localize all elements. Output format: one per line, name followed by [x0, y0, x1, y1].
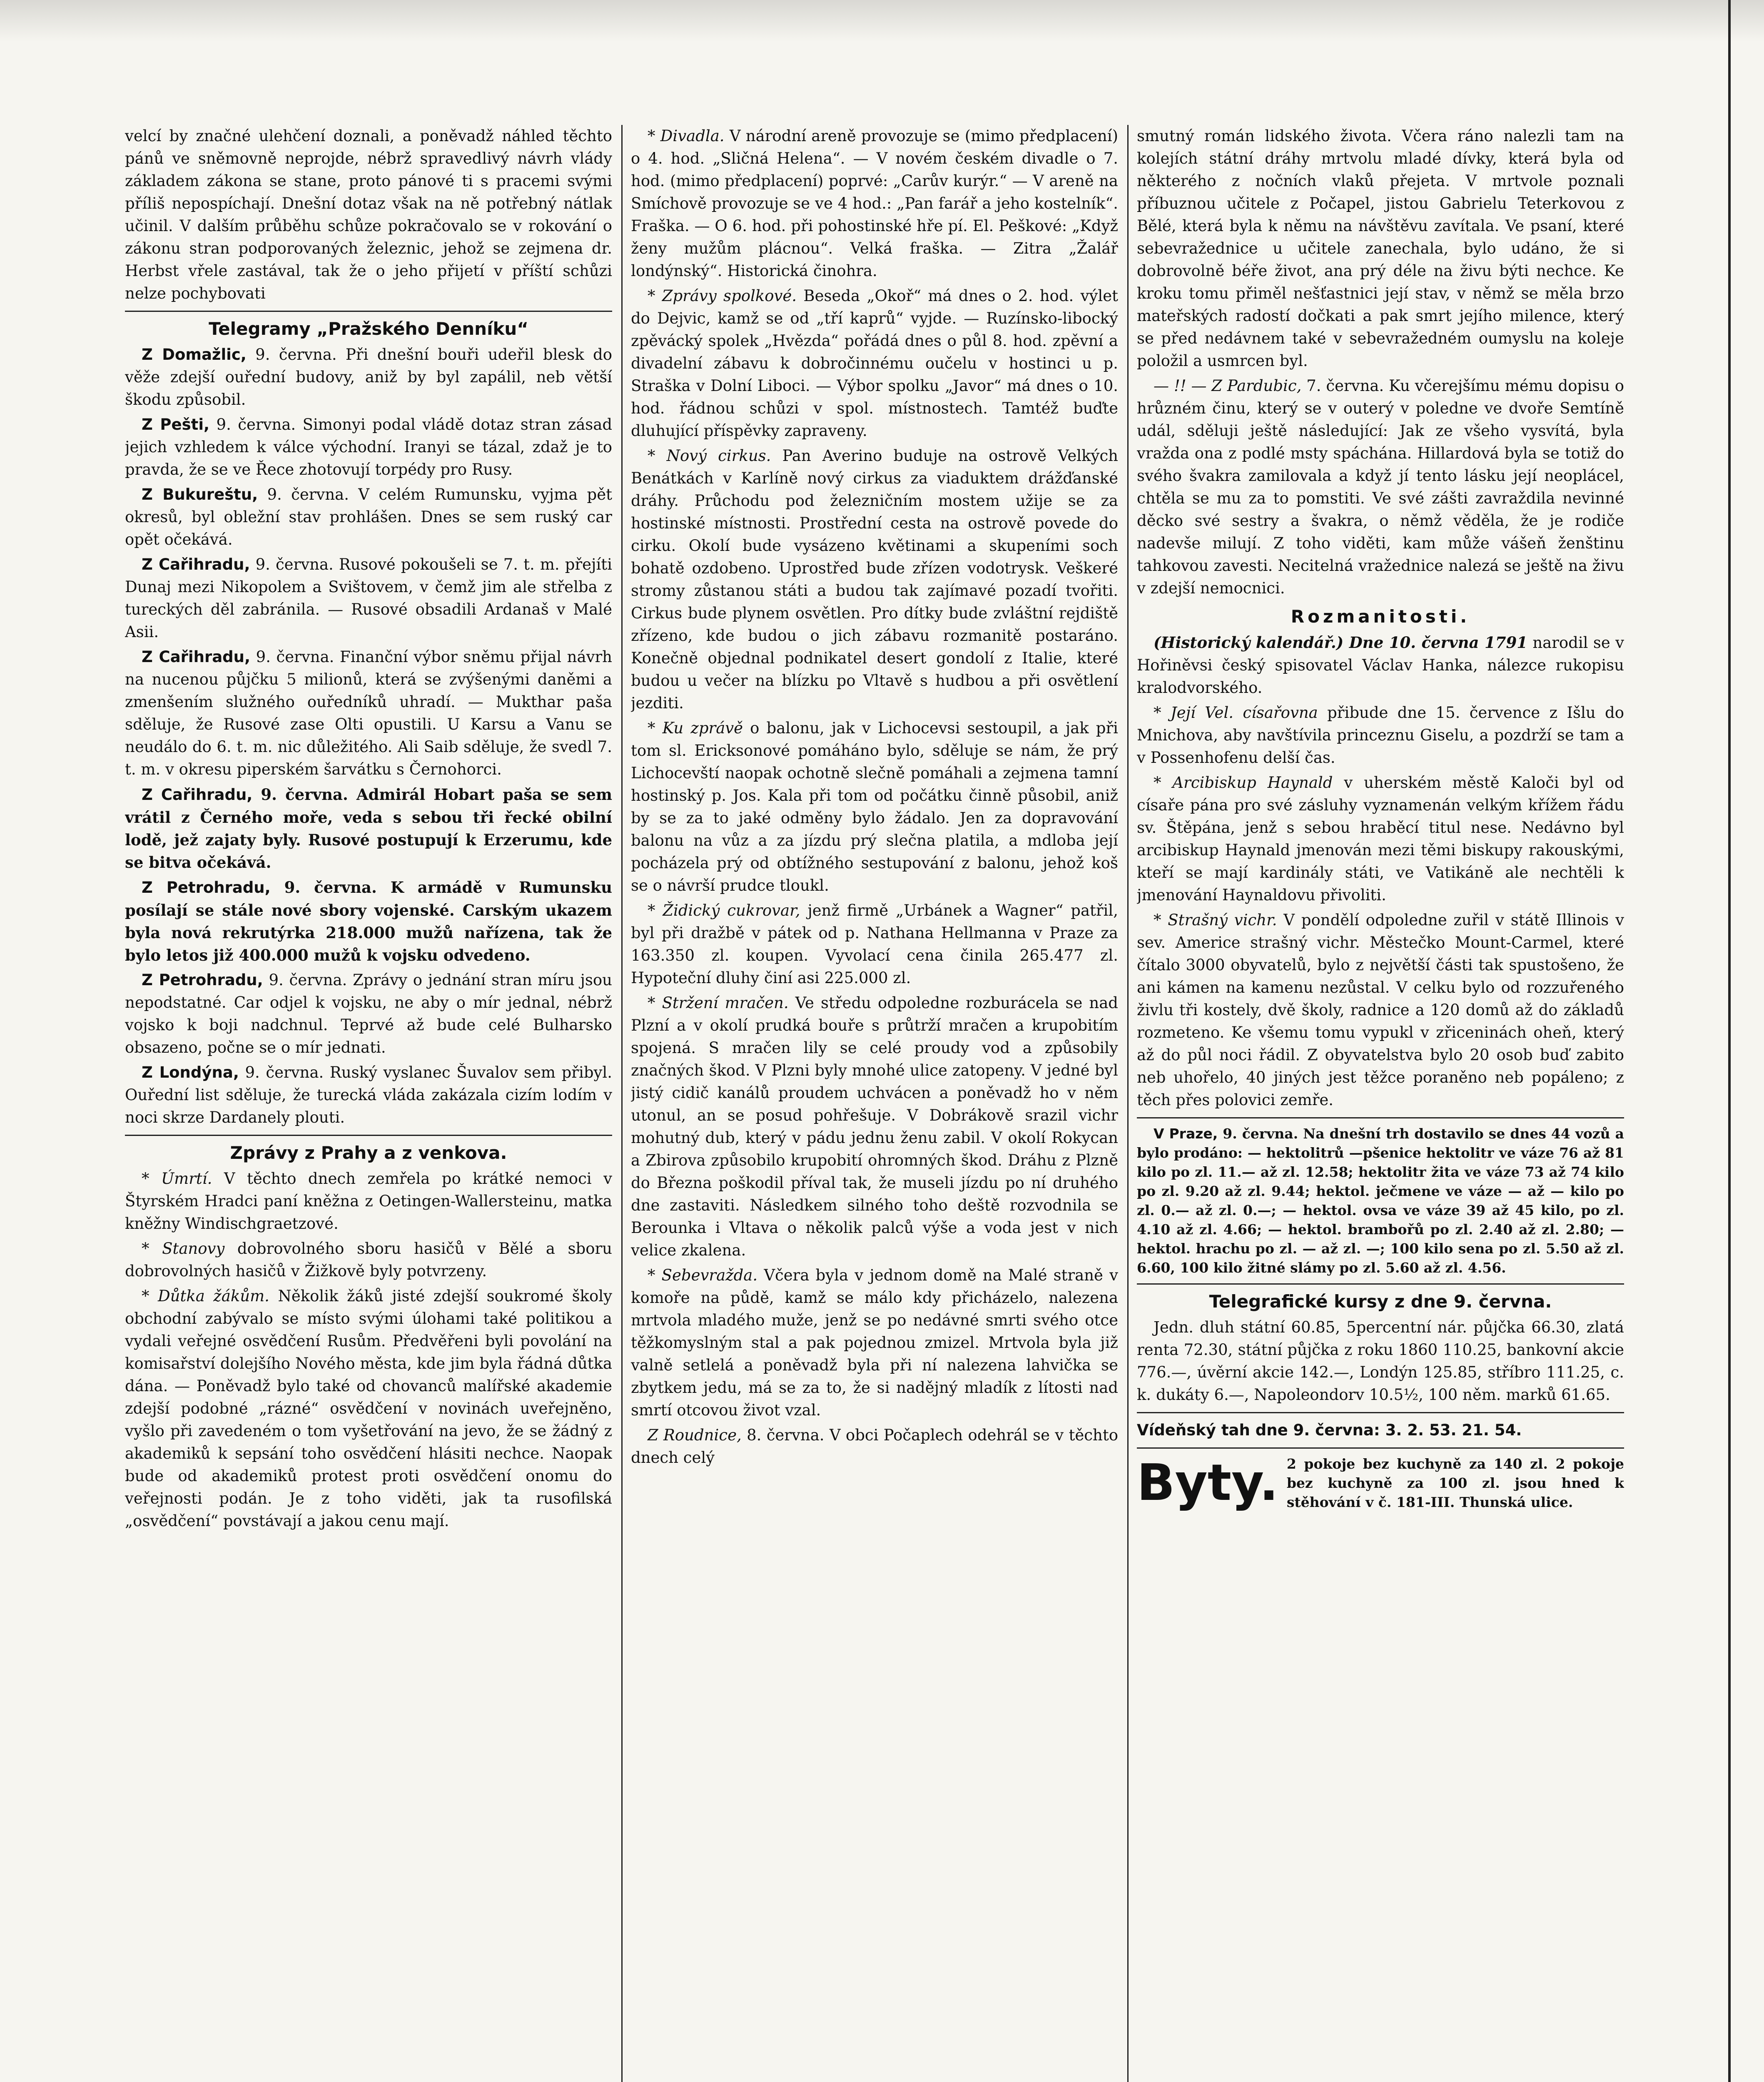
misc-text: přibude dne 15. července z Išlu do Mnichova, aby navštívila princeznu Giselu, a pozdrží se tam a v Possenhofenu delší čas.	[1137, 704, 1624, 767]
column-separator	[621, 125, 623, 2082]
market-report	[1137, 1124, 1624, 1278]
telegram-petrohrad-1	[125, 876, 612, 966]
column-separator	[1127, 125, 1129, 2082]
market-text: 9. června. Na dnešní trh dostavilo se dnes 44 vozů a bylo prodáno: — hektolitrů —pšenice hektolitr ve váze 76 až 81 kilo po zl. 11.— až zl. 12.58; hektolitr žita ve váze 73 až 74 kilo po zl. 9.20 až zl. 9.44; hektol. ječmene ve váze — až — kilo po zl. 0.— až zl. 0.—; — hektol. ovsa ve váze 39 až 45 kilo, po zl. 4.10 až zl. 4.66; — hektol. brambořů po zl. 2.40 až zl. 2.80; — hektol. hrachu po zl. — až zl. —; 100 kilo sena po zl. 5.50 až zl. 6.60, 100 kilo žitné slámy po zl. 5.60 až zl. 4.56.	[1137, 1126, 1624, 1276]
news-text: V národní areně provozuje se (mimo předplacení) o 4. hod. „Sličná Helena“. — V novém českém divadle o 7. hod. (mimo předplacení) poprvé: „Carův kurýr.“ — V areně na Smíchově provozuje se ve 4 hod.: „Pan farář a jeho kostelník“. Fraška. — O 6. hod. při pohostinské hře pí. El. Peškové: „Když ženy mužům plácnou“. Velká fraška. — Zitra „Žalář londýnský“. Historická činohra.	[631, 127, 1118, 280]
telegram-carihrad-1	[125, 553, 612, 643]
telegrams-heading: Telegramy „Pražského Denníku“	[209, 319, 528, 339]
telegram-text: 9. června. K armádě v Rumunsku posílají se stále nové sbory vojenské. Carským ukazem byla nová rekrutýrka 218.000 mužů nařízena, tak že bylo letos již 400.000 mužů k vojsku odvedeno.	[125, 878, 612, 964]
telegram-place: Z Cařihradu,	[142, 555, 250, 573]
misc-haynald	[1137, 772, 1624, 907]
telegram-text: 9. června. Rusové pokoušeli se 7. t. m. přejíti Dunaj mezi Nikopolem a Svištovem, v čemž jim ale střelba z tureckých děl zabránila. — Rusové obsadili Ardanaš v Malé Asii.	[125, 555, 612, 641]
news-roudnice-cont: smutný román lidského života. Včera ráno nalezli tam na kolejích státní dráhy mrtvolu mladé dívky, která byla od některého z nočních vlaků přejeta. V mrtvole poznali příbuznou učitele z Počapel, jistou Gabrielu Teterkovou z Bělé, která byla k němu na návštěvu zavítala. Ve psaní, které sebevražednice u učitele zanechala, bylo udáno, že si dobrovolně béře život, ana prý déle na živu býti nechce. Ke kroku tomu přiměl nešťastnici její stav, v němž se měla brzo mateřských radostí dočkati a pak smrt jejího milence, který se před nedávnem také v sebevražedném oumyslu na koleje položil a usmrcen byl.	[1137, 127, 1624, 370]
news-stanovy	[125, 1238, 612, 1283]
news-title: — !! — Z Pardubic,	[1154, 377, 1302, 395]
news-dutka	[125, 1285, 612, 1532]
apartments-ad-text: 2 pokoje bez kuchyně za 140 zl. 2 pokoje bez kuchyně za 100 zl. jsou hned k stěhování v č. 181-III. Thunská ulice.	[1286, 1456, 1624, 1510]
telegram-place: Z Bukureštu,	[142, 486, 258, 503]
page-top-shadow	[0, 0, 1764, 42]
telegram-carihrad-3	[125, 783, 612, 874]
news-roudnice	[631, 1424, 1118, 1469]
news-title: * Úmrtí.	[142, 1170, 212, 1188]
divider	[125, 311, 612, 312]
misc-heading: Rozmanitosti.	[1291, 606, 1470, 627]
telegram-london	[125, 1061, 612, 1129]
news-pardubice	[1137, 375, 1624, 600]
news-heading: Zprávy z Prahy a z venkova.	[230, 1143, 507, 1163]
news-title: * Divadla.	[648, 127, 725, 145]
page-edge-bar	[1728, 0, 1731, 2082]
misc-title: * Arcibiskup Haynald	[1154, 774, 1333, 792]
exchange-rates: Jedn. dluh státní 60.85, 5percentní nár. půjčka 66.30, zlatá renta 72.30, státní půjčka z roku 1860 110.25, bankovní akcie 776.—, úvěrní akcie 142.—, Londýn 125.85, stříbro 111.25, c. k. dukáty 6.—, Napoleondorv 10.5½, 100 něm. marků 61.65.	[1137, 1318, 1624, 1404]
news-title: * Nový cirkus.	[648, 447, 771, 465]
divider	[125, 1135, 612, 1136]
news-umrti	[125, 1168, 612, 1235]
news-balon	[631, 717, 1118, 897]
news-title: * Stanovy	[142, 1240, 225, 1258]
telegram-place: Z Domažlic,	[142, 346, 247, 364]
telegram-text: 9. června. Ruský vyslanec Šuvalov sem přibyl. Ouřední list sděluje, že turecká vláda zakázala cizím lodím v noci skrze Dardanely plouti.	[125, 1063, 612, 1126]
misc-title: (Historický kalendář.) Dne 10. června 1791	[1154, 633, 1527, 652]
news-text: o balonu, jak v Lichocevsi sestoupil, a jak při tom sl. Ericksonové pomáháno bylo, sděluje se nám, že prý Lichocevští naopak ochotně slečně pomáhali a zejmena tamní hostinský p. Jos. Kala při tom od počátku činně působil, aniž by se za to jaké odměny bylo žádalo. Jen za dopravování balonu na vůz a za jízdu prý slečna platila, a mdloba její pocházela prý od obtížného sestupování z balonu, jehož koš se o návrší prudce tloukl.	[631, 719, 1118, 894]
news-title: * Stržení mračen.	[648, 994, 789, 1012]
apartments-ad	[1137, 1454, 1624, 1512]
news-title: * Zprávy spolkové.	[648, 287, 797, 305]
telegram-place: Z Cařihradu,	[142, 786, 253, 804]
news-text: jenž firmě „Urbánek a Wagner“ patřil, byl při dražbě v pátek od p. Nathana Hellmanna v Praze za 163.350 zl. koupen. Vyvolací cena činila 265.477 zl. Hypoteční dluhy činí asi 225.000 zl.	[631, 902, 1118, 987]
market-place: V Praze,	[1154, 1126, 1218, 1142]
news-title: Z Roudnice,	[648, 1426, 742, 1444]
newspaper-page	[125, 125, 1624, 2082]
news-text: dobrovolného sboru hasičů v Bělé a sboru dobrovolných hasičů v Žižkově byly potvrzeny.	[125, 1240, 612, 1280]
misc-text: V pondělí odpoledne zuřil v státě Illinois v sev. Americe strašný vichr. Městečko Mount-Carmel, které čítalo 3000 obyvatelů, bylo z největší části tak spustošeno, že ani kámen na kamenu nezůstal. V celku bylo od rozzuřeného živlu tři kostely, dvě školy, radnice a 120 domů až do základů rozmeteno. Ke všemu tomu vypukl v zřiceninách oheň, který až do půl noci řádil. Z obyvatelstva bylo 20 osob buď zabito neb uhořelo, 40 jiných jest těžce poraněno neb popáleno; z těch přes polovici zemře.	[1137, 911, 1624, 1109]
misc-text: narodil se v Hořiněvsi český spisovatel Václav Hanka, nálezce rukopisu kralodvorského.	[1137, 634, 1624, 697]
column-1	[125, 125, 612, 2082]
divider	[1137, 1412, 1624, 1413]
exchange-heading: Telegrafické kursy z dne 9. června.	[1209, 1291, 1552, 1312]
news-text: Včera byla v jednom domě na Malé straně v komoře na půdě, kamž se málo kdy přicházelo, nalezena mrtvola mladého muže, jenž se po nedávné smrti svého otce těžkomyslným stal a pak pojednou zmizel. Mrtvola byla již valně setlelá a poněvadž byla při ní nalezena lahvička se zbytkem jedu, má se za to, že si nadějný mladík z lítosti nad smrtí otcovou život vzal.	[631, 1266, 1118, 1419]
misc-cisarovna	[1137, 702, 1624, 769]
telegram-bukurest	[125, 483, 612, 551]
news-text: V těchto dnech zemřela po krátké nemoci v Štyrském Hradci paní kněžna z Oetingen-Wallersteinu, matka kněžny Windischgraetzové.	[125, 1170, 612, 1233]
lottery-result: Vídeňský tah dne 9. června: 3. 2. 53. 21. 54.	[1137, 1421, 1522, 1439]
news-title: * Důtka žákům.	[142, 1287, 269, 1305]
news-divadla	[631, 125, 1118, 282]
telegram-place: Z Petrohradu,	[142, 971, 263, 989]
news-sebevrazda	[631, 1264, 1118, 1422]
telegram-place: Z Pešti,	[142, 416, 210, 433]
telegram-text: 9. června. Zprávy o jednání stran míru jsou nepodstatné. Car odjel k vojsku, ne aby o mír jednal, nébrž vojsko k boji nadchnul. Teprvé až bude celé Bulharsko obsazeno, počne se o mír jednati.	[125, 971, 612, 1056]
misc-kalendar	[1137, 631, 1624, 699]
divider	[1137, 1283, 1624, 1285]
article-parliament-end: velcí by značné ulehčení doznali, a poněvadž náhled těchto pánů ve sněmovně neprojde, nébrž spravedlivý návrh vlády základem zákona se stane, proto pánové ti s pracemi svými příliš nepospíchají. Dnešní dotaz však na ně potřebný nátlak učinil. V dalším průběhu schůze pokračovalo se v rokování o zákonu stran podporovaných železnic, jehož se zejmena dr. Herbst vřele zastával, tak že o jeho přijetí v příští schůzi nelze pochybovati	[125, 127, 612, 302]
telegram-text: 9. června. Finanční výbor sněmu přijal návrh na nucenou půjčku 5 milionů, která se zvýšenými daněmi a zmenšením služného ouředníků uhradí. — Mukthar paša sděluje, že Rusové zase Olti opustili. U Karsu a Vanu se neudálo do 6. t. m. nic důležitého. Ali Saib sděluje, že svedl 7. t. m. v okresu piperském šarvátku s Černohorci.	[125, 648, 612, 778]
news-text: Pan Averino buduje na ostrově Velkých Benátkách v Karlíně nový cirkus za viaduktem drážďanské dráhy. Průchodu pod železničním mostem užije se za hostinské místnosti. Prostřední cesta na ostrově povede do cirku. Okolí bude vysázeno květinami a skupeními soch bohatě ozdobeno. Uprostřed bude zřízen vodotrysk. Veškeré stromy zůstanou státi a budou tak zajímavé pozadí tvořiti. Cirkus bude plynem osvětlen. Pro dítky bude zvláštní rejdiště zřízeno, kde budou o jich zábavu rozmanitě postaráno. Konečně objednal podnikatel desert gondolí z Italie, které budou u večer na blízku po Vltavě s hudbou a při osvětlení jezditi.	[631, 447, 1118, 712]
telegram-text: 9. června. Při dnešní bouři udeřil blesk do věže zdejší ouřední budovy, aniž by byl zapálil, neb větší škodu způsobil.	[125, 346, 612, 408]
column-3	[1137, 125, 1624, 2082]
news-text: 7. června. Ku včerejšímu mému dopisu o hrůzném činu, který se v outerý v poledne ve dvoře Semtíně udál, sděluji ještě následující: Jak ze všeho vysvítá, byla vražda ona z podlé msty spáchána. Hillardová byla se totiž do svého švakra zamilovala a když jí tento lásku její neoplácel, chtěla se mu za to pomstiti. Ve své zášti zavraždila nevinné děcko své sestry a švakra, o němž věděla, že je rodiče nadevše milují. Z toho viděti, kam může vášeň ženštinu tahkovou zavesti. Necitelná vražednice nalezá se ještě na živu v zdejší nemocnici.	[1137, 377, 1624, 597]
telegram-pest	[125, 413, 612, 481]
telegram-carihrad-2	[125, 646, 612, 781]
misc-title: * Její Vel. císařovna	[1154, 704, 1318, 722]
misc-title: * Strašný vichr.	[1154, 911, 1277, 929]
news-title: * Židický cukrovar,	[648, 902, 800, 919]
news-text: Několik žáků jisté zdejší soukromé školy obchodní zabývalo se místo svými úlohami také politikou a vydali veřejné osvědčení Rusům. Předvěřeni byli povolání na komisařství dolejšího Nového města, kde jim byla řádná důtka dána. — Poněvadž bylo také od chovanců malířské akademie zdejší podobné „rázné“ osvědčení v novinách uveřejněno, vyšlo při zavedeném o tom vyšetřování na jevo, že se žádný z akademiků k sepsání toho osvědčení hlásiti nechce. Naopak bude od akademiků protest proti osvědčení onomu do veřejnosti podán. Je z toho viděti, jak ta rusofilská „osvědčení“ povstávají a jakou cenu mají.	[125, 1287, 612, 1530]
telegram-text: 9. června. Admirál Hobart paša se sem vrátil z Černého moře, veda s sebou tři řecké obilní lodě, jež zajaty byly. Rusové postupují k Erzerumu, kde se bitva očekává.	[125, 785, 612, 872]
apartments-ad-title: Byty.	[1137, 1454, 1278, 1512]
news-cukrovar	[631, 899, 1118, 989]
divider	[1137, 1447, 1624, 1449]
misc-vichr	[1137, 909, 1624, 1111]
telegram-domazlice	[125, 344, 612, 411]
column-2	[631, 125, 1118, 2082]
news-mracen	[631, 992, 1118, 1262]
news-text: Beseda „Okoř“ má dnes o 2. hod. výlet do Dejvic, kamž se od „tří kaprů“ vyjde. — Ruzínsko-libocký zpěvácký spolek „Hvězda“ pořádá dnes o půl 8. hod. zpěvní a divadelní zábavu k dobročinnému oučelu v hostinci u p. Straška v Dolní Liboci. — Výbor spolku „Javor“ má dnes o 10. hod. řádnou schůzi v spol. místnostech. Tamtéž buďte dluhující příspěvky zapraveny.	[631, 287, 1118, 440]
news-cirkus	[631, 445, 1118, 715]
news-title: * Ku zprávě	[648, 719, 743, 737]
telegram-petrohrad-2	[125, 969, 612, 1059]
telegram-text: 9. června. V celém Rumunsku, vyjma pět okresů, byl obležní stav prohlášen. Dnes se sem ruský car opět očekává.	[125, 486, 612, 548]
telegram-place: Z Cařihradu,	[142, 648, 251, 666]
news-title: * Sebevražda.	[648, 1266, 758, 1284]
news-text: Ve středu odpoledne rozburácela se nad Plzní a v okolí prudká bouře s průtrží mračen a krupobitím spojená. S mračen lily se celé proudy vod a způsobily značných škod. V Plzni byly mnohé ulice zatopeny. V jedné byl jistý cidič kanálů proudem uchvácen a poněvadž ho v něm utonul, an se posud pohřešuje. V Dobrákově srazil vichr mohutný dub, který v pádu jednu ženu zabil. V okolí Rokycan a Zbirova způsobilo krupobití ohromných škod. Dráhu z Plzně do Března poškodil příval tak, že museli jízdu po ní druhého dne zastaviti. Následkem silného toho deště rozvodnila se Berounka i Vltava o několik palců výše a voda jest v nich velice zkalena.	[631, 994, 1118, 1259]
telegram-place: Z Londýna,	[142, 1063, 239, 1081]
telegram-text: 9. června. Simonyi podal vládě dotaz stran zásad jejich vzhledem k válce východní. Iranyi se tázal, zdaž je to pravda, že se ve Řece zhotovují torpédy pro Rusy.	[125, 416, 612, 478]
news-text: 8. června. V obci Počaplech odehrál se v těchto dnech celý	[631, 1426, 1118, 1467]
divider	[1137, 1117, 1624, 1118]
news-spolkove	[631, 285, 1118, 442]
misc-text: v uherském městě Kaloči byl od císaře pána pro své zásluhy vyznamenán velkým křížem řádu sv. Štěpána, jenž s sebou hraběcí titul nese. Nedávno byl arcibiskup Haynald jmenován mezi těmi biskupy rakouskými, kteří se mají kardinály státi, ve Vatikáně ale nechtěli k jmenování Haynaldovu přivoliti.	[1137, 774, 1624, 904]
telegram-place: Z Petrohradu,	[142, 879, 271, 897]
